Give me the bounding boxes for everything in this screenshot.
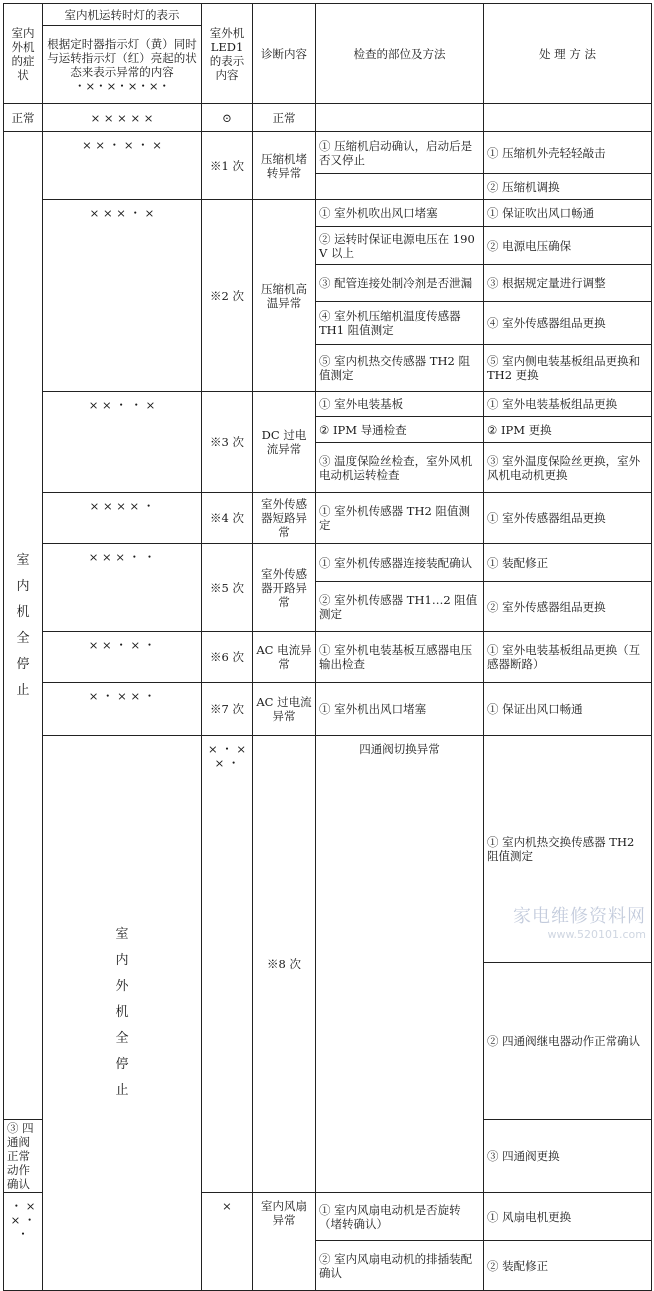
led-pattern: ・ × × ・ ・	[4, 1193, 43, 1291]
group-label-char: 外	[115, 979, 129, 994]
led-pattern: × × ・ ・ ×	[43, 392, 202, 493]
fix-item: ① 保证吹出风口畅通	[484, 200, 652, 227]
table-row	[4, 544, 652, 582]
outdoor-led: ※8 次	[253, 736, 316, 1193]
diagnosis: 压缩机堵转异常	[253, 132, 316, 200]
normal-outdoor: ⊙	[202, 104, 253, 132]
group-label-char: 停	[115, 1057, 129, 1072]
header-diagnosis: 诊断内容	[253, 4, 316, 104]
table-row	[4, 200, 652, 227]
normal-row	[4, 104, 652, 132]
fix-item: ④ 室外传感器组品更换	[484, 302, 652, 345]
header-symptom: 室内外机的症状	[4, 4, 43, 104]
header-led-dots: ・×・×・×・×・	[73, 78, 171, 93]
check-item: ① 室内风扇电动机是否旋转（堵转确认）	[316, 1193, 484, 1241]
led-pattern: × × × × ・	[43, 493, 202, 544]
normal-fix	[484, 104, 652, 132]
group-label-all-stop	[43, 736, 202, 1291]
fix-item: ② IPM 更换	[484, 417, 652, 443]
fix-item: ① 风扇电机更换	[484, 1193, 652, 1241]
outdoor-led: ※5 次	[202, 544, 253, 632]
group-label-indoor-text	[7, 548, 39, 704]
diagnosis: 压缩机高温异常	[253, 200, 316, 392]
check-item: ⑤ 室内机热交传感器 TH2 阻值测定	[316, 345, 484, 392]
check-item: ① 室外机传感器 TH2 阻值测定	[316, 493, 484, 544]
table-row	[4, 493, 652, 544]
group-label-indoor-stop	[4, 132, 43, 1120]
normal-symptom: 正常	[4, 104, 43, 132]
check-item: ① 室外机吹出风口堵塞	[316, 200, 484, 227]
group-label-char: 全	[16, 630, 30, 646]
diagnosis: AC 过电流异常	[253, 683, 316, 736]
fix-item: ③ 根据规定量进行调整	[484, 265, 652, 302]
check-item: ② IPM 导通检查	[316, 417, 484, 443]
fix-item: ① 保证出风口畅通	[484, 683, 652, 736]
diagnosis: 室外传感器短路异常	[253, 493, 316, 544]
outdoor-led: ※6 次	[202, 632, 253, 683]
check-item: ② 四通阀继电器动作正常确认	[484, 963, 652, 1120]
group-label-char: 室	[115, 927, 129, 942]
check-item: ③ 配管连接处制冷剂是否泄漏	[316, 265, 484, 302]
group-label-char: 全	[115, 1031, 129, 1046]
diagnosis: 室外传感器开路异常	[253, 544, 316, 632]
diagnosis-table	[3, 3, 652, 1291]
fix-item: ① 室外电装基板组品更换	[484, 392, 652, 417]
outdoor-led: ※4 次	[202, 493, 253, 544]
check-item: ② 室外机传感器 TH1…2 阻值测定	[316, 582, 484, 632]
table-row	[4, 132, 652, 174]
check-item: ① 室外机传感器连接装配确认	[316, 544, 484, 582]
check-item: ① 室外机电装基板互感器电压输出检查	[316, 632, 484, 683]
table-row	[4, 392, 652, 417]
outdoor-led: ×	[202, 1193, 253, 1291]
group-label-char: 停	[16, 656, 30, 672]
group-label-all-text	[46, 922, 198, 1104]
check-item: ② 运转时保证电源电压在 190 V 以上	[316, 227, 484, 265]
group-label-char: 止	[16, 682, 30, 698]
fix-item: ① 压缩机外壳轻轻敲击	[484, 132, 652, 174]
group-label-char: 机	[115, 1005, 129, 1020]
diagnosis: AC 电流异常	[253, 632, 316, 683]
outdoor-led: ※2 次	[202, 200, 253, 392]
check-item: ① 压缩机启动确认，启动后是否又停止	[316, 132, 484, 174]
watermark-text: 家电维修资料网	[513, 906, 646, 927]
fix-item: ① 室外传感器组品更换	[484, 493, 652, 544]
normal-pattern: × × × × ×	[43, 104, 202, 132]
fix-item: ③ 四通阀更换	[484, 1120, 652, 1193]
check-item: ③ 四通阀正常动作确认	[4, 1120, 43, 1193]
check-item	[316, 174, 484, 200]
fix-item: ② 压缩机调换	[484, 174, 652, 200]
header-led-group: 室内机运转时灯的表示	[43, 4, 202, 26]
watermark-url: www.520101.com	[547, 928, 646, 941]
table-row	[4, 632, 652, 683]
outdoor-led: ※3 次	[202, 392, 253, 493]
table-row	[4, 683, 652, 736]
fix-item: ② 装配修正	[484, 1241, 652, 1291]
check-item: ① 室内机热交换传感器 TH2 阻值测定	[484, 736, 652, 963]
led-pattern: × × ・ × ・ ×	[43, 132, 202, 200]
diagnosis: 四通阀切换异常	[316, 736, 484, 1193]
led-pattern: × × ・ × ・	[43, 632, 202, 683]
diagnosis: DC 过电流异常	[253, 392, 316, 493]
fix-item: ② 室外传感器组品更换	[484, 582, 652, 632]
outdoor-led: ※1 次	[202, 132, 253, 200]
check-item: ④ 室外机压缩机温度传感器 TH1 阻值测定	[316, 302, 484, 345]
fix-item: ② 电源电压确保	[484, 227, 652, 265]
normal-diagnosis: 正常	[253, 104, 316, 132]
header-led-detail	[43, 26, 202, 104]
outdoor-led: ※7 次	[202, 683, 253, 736]
group-label-char: 室	[16, 552, 30, 568]
header-led-detail-text: 根据定时器指示灯（黄）同时与运转指示灯（红）亮起的状态来表示异常的内容	[47, 36, 197, 79]
check-item: ① 室外机出风口堵塞	[316, 683, 484, 736]
header-outdoor-led: 室外机LED1的表示内容	[202, 4, 253, 104]
header-fix: 处 理 方 法	[484, 4, 652, 104]
check-item: ② 室内风扇电动机的排插装配确认	[316, 1241, 484, 1291]
group-label-char: 内	[115, 953, 129, 968]
led-pattern: × × × ・ ・	[43, 544, 202, 632]
group-label-char: 机	[16, 604, 30, 620]
group-label-char: 止	[115, 1083, 129, 1098]
normal-check	[316, 104, 484, 132]
fix-item: ⑤ 室内侧电装基板组品更换和 TH2 更换	[484, 345, 652, 392]
fix-item: ③ 室外温度保险丝更换，室外风机电动机更换	[484, 443, 652, 493]
led-pattern: × × × ・ ×	[43, 200, 202, 392]
check-item: ③ 温度保险丝检查，室外风机电动机运转检查	[316, 443, 484, 493]
header-row-1	[4, 4, 652, 26]
fix-item: ① 装配修正	[484, 544, 652, 582]
led-pattern: × ・ × × ・	[202, 736, 253, 1193]
fix-item: ① 室外电装基板组品更换（互感器断路）	[484, 632, 652, 683]
diagnosis: 室内风扇异常	[253, 1193, 316, 1291]
watermark	[513, 902, 646, 941]
check-item: ① 室外电装基板	[316, 392, 484, 417]
led-pattern: × ・ × × ・	[43, 683, 202, 736]
header-check: 检查的部位及方法	[316, 4, 484, 104]
group-label-char: 内	[16, 578, 30, 594]
